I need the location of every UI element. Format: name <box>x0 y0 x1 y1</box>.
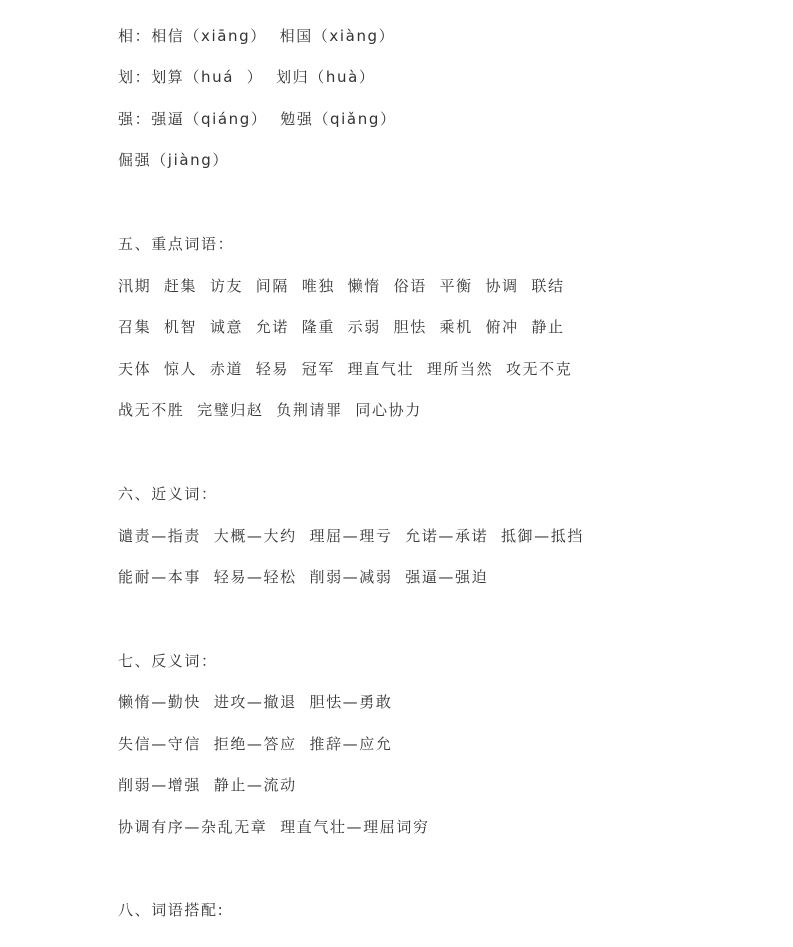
pronunciation-line-jiang: 倔强（jiàng） <box>118 151 229 169</box>
key-words-row: 战无不胜 完璧归赵 负荆请罪 同心协力 <box>118 401 422 419</box>
key-words-row: 天体 惊人 赤道 轻易 冠军 理直气壮 理所当然 攻无不克 <box>118 360 573 378</box>
pronunciation-line-hua: 划：划算（huá ） 划归（huà） <box>118 68 376 86</box>
pronunciation-line-xiang: 相：相信（xiāng） 相国（xiàng） <box>118 27 396 45</box>
pronunciation-line-qiang: 强：强逼（qiáng） 勉强（qiǎng） <box>118 110 397 128</box>
antonyms-row: 失信—守信 拒绝—答应 推辞—应允 <box>118 735 393 753</box>
antonyms-row: 削弱—增强 静止—流动 <box>118 776 297 794</box>
antonyms-row: 协调有序—杂乱无章 理直气壮—理屈词穷 <box>118 818 430 836</box>
section-heading-collocations: 八、词语搭配: <box>118 901 225 919</box>
key-words-row: 汛期 赶集 访友 间隔 唯独 懒惰 俗语 平衡 协调 联结 <box>118 277 565 295</box>
section-heading-synonyms: 六、近义词： <box>118 485 218 503</box>
antonyms-row: 懒惰—勤快 进攻—撤退 胆怯—勇敢 <box>118 693 393 711</box>
synonyms-row: 能耐—本事 轻易—轻松 削弱—减弱 强逼—强迫 <box>118 568 489 586</box>
section-heading-key-words: 五、重点词语： <box>118 235 235 253</box>
section-heading-antonyms: 七、反义词： <box>118 652 218 670</box>
key-words-row: 召集 机智 诚意 允诺 隆重 示弱 胆怯 乘机 俯冲 静止 <box>118 318 565 336</box>
synonyms-row: 谴责—指责 大概—大约 理屈—理亏 允诺—承诺 抵御—抵挡 <box>118 527 584 545</box>
